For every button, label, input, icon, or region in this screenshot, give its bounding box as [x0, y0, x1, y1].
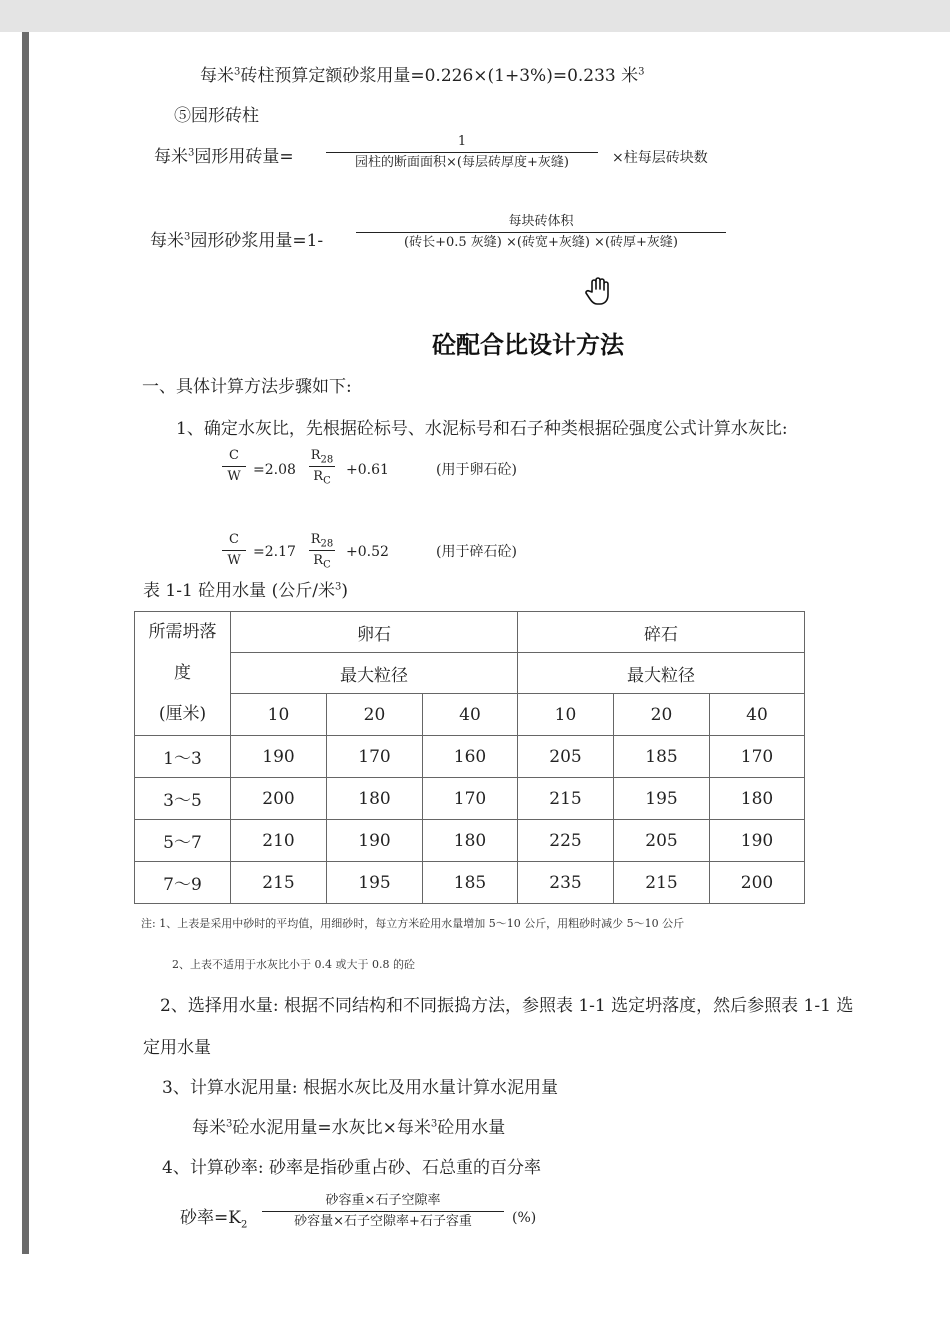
value-cell: 190 [327, 820, 423, 862]
slump-header-line: 所需坍落 [148, 622, 217, 642]
value-cell: 195 [614, 778, 710, 820]
numerator: C [229, 532, 239, 547]
step-2-text-cont: 定用水量 [143, 1038, 211, 1058]
sand-ratio-suffix: (%) [512, 1210, 537, 1226]
numerator: $R_{28}$ [310, 448, 334, 466]
cw-fraction-1 [222, 448, 246, 485]
value-cell: 180 [327, 778, 423, 820]
size-cell: 20 [327, 694, 423, 736]
max-size-header: 最大粒径 [231, 653, 518, 694]
fraction-bar [326, 152, 598, 153]
size-cell: 10 [231, 694, 327, 736]
formula-1-coefficient: =2.08 [253, 462, 296, 478]
step-1-text: 1、确定水灰比，先根据砼标号、水泥标号和石子种类根据砼强度公式计算水灰比: [176, 419, 788, 439]
slump-header-line: 度 [174, 663, 191, 683]
fraction-bar [222, 550, 246, 551]
fraction-bar [356, 232, 726, 233]
r-fraction-1 [309, 448, 335, 485]
value-cell: 215 [518, 778, 614, 820]
viewer-top-bar [0, 0, 950, 32]
round-brick-fraction [326, 134, 598, 171]
table-caption: 表 1-1 砼用水量 (公斤/米$^3$) [143, 581, 348, 601]
fraction-bar [222, 466, 246, 467]
value-cell: 205 [518, 736, 614, 778]
section-5-label: ⑤园形砖柱 [174, 106, 259, 126]
value-cell: 215 [231, 862, 327, 904]
table-row [135, 778, 805, 820]
r-fraction-2 [309, 532, 335, 569]
numerator: C [229, 448, 239, 463]
size-cell: 10 [518, 694, 614, 736]
slump-cell: 7～9 [135, 862, 231, 904]
table-row [135, 862, 805, 904]
numerator: 砂容重×石子空隙率 [325, 1193, 441, 1208]
denominator: $R_C$ [313, 469, 331, 487]
value-cell: 190 [231, 736, 327, 778]
table-header-row [135, 612, 805, 653]
round-brick-label: 每米$^3$园形用砖量= [154, 147, 294, 167]
formula-2-note: (用于碎石砼) [436, 544, 517, 560]
mortar-column-line: 每米$^3$砖柱预算定额砂浆用量=0.226×(1+3%)=0.233 米$^3$ [200, 66, 645, 86]
denominator: $R_C$ [313, 553, 331, 571]
step-heading: 一、具体计算方法步骤如下: [142, 377, 352, 397]
page-title: 砼配合比设计方法 [432, 331, 624, 359]
value-cell: 200 [710, 862, 805, 904]
page-left-border [22, 32, 29, 1254]
denominator: W [227, 553, 241, 568]
hand-cursor-icon [583, 276, 611, 306]
sand-ratio-label: 砂率$=K_2$ [180, 1208, 248, 1231]
max-size-header: 最大粒径 [518, 653, 805, 694]
value-cell: 195 [327, 862, 423, 904]
slump-cell: 5～7 [135, 820, 231, 862]
denominator: 砂容量×石子空隙率+石子容重 [294, 1214, 472, 1229]
pebble-group-header: 卵石 [231, 612, 518, 653]
fraction-bar [309, 550, 335, 551]
table-note-1: 注: 1、上表是采用中砂时的平均值，用细砂时，每立方米砼用水量增加 5～10 公斤，用粗砂时减少 5～10 公斤 [141, 917, 685, 930]
fraction-bar [262, 1211, 504, 1212]
step-4-text: 4、计算砂率: 砂率是指砂重占砂、石总重的百分率 [162, 1158, 541, 1178]
table-note-2: 2、上表不适用于水灰比小于 0.4 或大于 0.8 的砼 [172, 958, 415, 971]
value-cell: 170 [327, 736, 423, 778]
value-cell: 170 [423, 778, 518, 820]
formula-1-note: (用于卵石砼) [436, 462, 517, 478]
denominator: (砖长+0.5 灰缝) ×(砖宽+灰缝) ×(砖厚+灰缝) [404, 235, 678, 250]
round-brick-suffix: ×柱每层砖块数 [612, 150, 708, 166]
size-cell: 40 [423, 694, 518, 736]
size-cell: 20 [614, 694, 710, 736]
table-header-row [135, 653, 805, 694]
formula-2-constant: +0.52 [346, 544, 389, 560]
value-cell: 210 [231, 820, 327, 862]
denominator: 园柱的断面面积×(每层砖厚度+灰缝) [355, 155, 569, 170]
slump-cell: 3～5 [135, 778, 231, 820]
water-usage-table [134, 611, 805, 904]
value-cell: 205 [614, 820, 710, 862]
value-cell: 160 [423, 736, 518, 778]
crushed-stone-group-header: 碎石 [518, 612, 805, 653]
denominator: W [227, 469, 241, 484]
value-cell: 215 [614, 862, 710, 904]
slump-header-line: (厘米) [158, 704, 207, 724]
numerator: 1 [457, 134, 467, 149]
fraction-bar [309, 466, 335, 467]
size-cell: 40 [710, 694, 805, 736]
slump-cell: 1～3 [135, 736, 231, 778]
numerator: $R_{28}$ [310, 532, 334, 550]
value-cell: 190 [710, 820, 805, 862]
round-mortar-fraction [356, 214, 726, 251]
step-2-text: 2、选择用水量: 根据不同结构和不同振捣方法，参照表 1-1 选定坍落度，然后参照表 1-1 选 [160, 996, 854, 1016]
formula-2-coefficient: =2.17 [253, 544, 296, 560]
slump-header [135, 612, 231, 736]
table-row [135, 736, 805, 778]
round-mortar-label: 每米$^3$园形砂浆用量=1- [150, 231, 324, 251]
value-cell: 170 [710, 736, 805, 778]
table-size-row [135, 694, 805, 736]
sand-ratio-fraction [262, 1193, 504, 1230]
value-cell: 185 [423, 862, 518, 904]
value-cell: 225 [518, 820, 614, 862]
value-cell: 180 [710, 778, 805, 820]
value-cell: 235 [518, 862, 614, 904]
value-cell: 200 [231, 778, 327, 820]
value-cell: 180 [423, 820, 518, 862]
cw-fraction-2 [222, 532, 246, 569]
value-cell: 185 [614, 736, 710, 778]
table-row [135, 820, 805, 862]
step-3-text: 3、计算水泥用量: 根据水灰比及用水量计算水泥用量 [162, 1078, 558, 1098]
numerator: 每块砖体积 [508, 214, 574, 229]
step-3-formula: 每米$^3$砼水泥用量=水灰比×每米$^3$砼用水量 [192, 1118, 506, 1138]
formula-1-constant: +0.61 [346, 462, 389, 478]
